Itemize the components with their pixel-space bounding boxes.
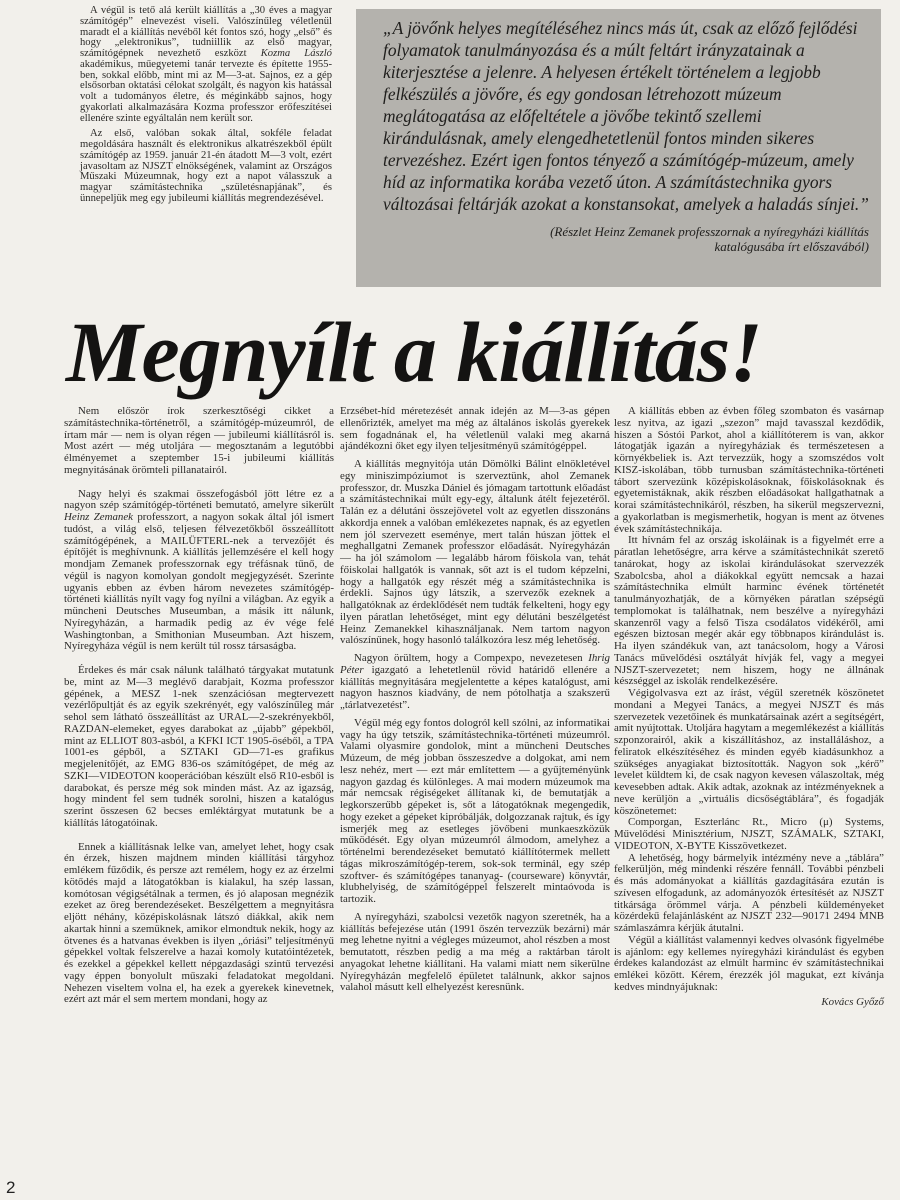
paragraph: Nem először írok szerkesztőségi cikket a számítástechnika-történetről, a számítógép-múzeumról, de írtam már — nem is olyan régen — jubileumi kiállításról is. Most azért — még utoljára — megosztanám a legutóbbi élményemet a szeptember 15-i jubileumi kiállítás megnyitásának örömteli pillanatairól.	[64, 405, 334, 476]
page-number: 2	[6, 1178, 16, 1197]
paragraph: Érdekes és már csak nálunk található tárgyakat mutatunk be, mint az M—3 meglévő darabjait, Kozma professzor gépének, a MESZ 1-nek szenzációsan megtervezett vezérlőpultját és az egyik szekrényét, egy valószínűleg már sehol sem látható összeállítást az URAL—2-szekrényekből, RAZDAN-elemeket, egyes darabokat az „újabb” gépekből, mint az ELLIOT 803-asból, a KFKI ICT 1905-öséből, a TPA 1001-es gépből, a SZTAKI GD—71-es grafikus megjelenítőjét, az EMG 836-os számítógépet, de még az SZKI—VIDEOTON kooperációban készült első R10-esből is darabokat, és persze még sok minden mást. Az az igazság, hogy mindent fel sem tudnék sorolni, hiszen a katalógus szerint összesen 62 becses emléktárgyat mutatunk be a kiállítás látogatóinak.	[64, 664, 334, 829]
paragraph: Nagy helyi és szakmai összefogásból jött létre ez a nagyon szép számítógép-történeti bemutató, amelyre sikerült Heinz Zemanek professzort, a nagyon sokak által jól ismert tudóst, a világ első, teljesen félvezetőkből összeállított számítógépének, a MAILÜFTERL-nek a tervezőjét és építőjét is meghívnunk. A kiállítás jellemzésére el kell hogy mondjam Zemanek professzornak egy tréfásnak tűnő, de végül is nagyon komolyan gondolt megjegyzését. Szerinte ugyanis ebben az évben három nevezetes számítógép-történeti kiállítás nyílt vagy fog nyílni a világban. Az egyik a müncheni Deutsches Museumban, a másik itt nálunk, Nyíregyházán, a harmadik pedig az év vége felé Washingtonban, a Smithonian Museumban. Azt hiszem, Nyíregyháza végül is nem került túl rossz társaságba.	[64, 487, 334, 653]
paragraph: Itt hívnám fel az ország iskoláinak is a figyelmét erre a páratlan lehetőségre, arra kérve a számítástechnikát szerető tanárokat, hogy az iskolai kirándulásokat szervezzék Szabolcsba, ahol a diákokkal együtt nemcsak a hazai számítástechnika elmúlt harminc évének történetét tanulmányozhatják, de a környéken páratlan szépségű templomokat is találhatnak, nem beszélve a nyíregyházi skanzenről vagy a felső Tisza csodálatos vidékéről, ami egészen biztosan megér akár egy többnapos kirándulást is. Ha ilyen szándékuk van, azt tanácsolom, hogy a Városi Tanács művelődési osztályát hívják fel, vagy a megyei NJSZT-szervezetet; nem hiszem, hogy ne állnának készséggel az iskolák rendelkezésére.	[614, 534, 884, 688]
article-column-3	[614, 406, 884, 1008]
paragraph: Ennek a kiállításnak lelke van, amelyet lehet, hogy csak én érzek, hiszen majdnem minden kiállítási tárgyhoz emlékem fűződik, és persze azt remélem, hogy ez az érzelmi kötődés majd a látogatókban is kialakul, ha szép lassan, komótosan végigsétálnak a termen, és jó alaposan megnézik ezeket az öreg berendezéseket. Beszélgettem a megnyitásra eljött néhány, középiskolásnak látszó diákkal, akik nem akartak hinni a szemüknek, amikor elmondtuk nekik, hogy az ötvenes és a hatvanas években is ilyen „óriási” teljesítményű gépekkel voltak felszerelve a hazai komoly kutatóintézetek, és ezekkel a gépekkel kellett népgazdasági szintű tervezési vagy éppen bonyolult műszaki feladatokat megoldani. Nehezen viseltem volna el, ha ezek a gyerekek kinevetnek, ezért azt már el sem mertem mondani, hogy az	[64, 840, 334, 1006]
quote-text: „A jövőnk helyes megítéléséhez nincs más út, csak az előző fejlődési folyamatok tanulmányozása és a múlt feltárt irányzatainak a kiterjesztése a jelenre. A helyesen értékelt történelem a legjobb felkészülés a jövőre, és egy gondosan létrehozott múzeum meglátogatása az előfeltétele a jövőbe tekintő szellemi kirándulásnak, amely elengedhetetlenül fontos minden sikeres tervezéshez. Ezért igen fontos tényező a számítógép-múzeum, amely híd az informatika korába vezető úton. A számítástechnika gyors változásai feltárják azokat a konstansokat, amelyek a haladás sínjei.”	[383, 18, 869, 214]
paragraph: Végül a kiállítást valamennyi kedves olvasónk figyelmébe is ajánlom: egy kellemes nyíregyházi kirándulást és egyben érdekes kalandozást az elmúlt harminc év számítástechnikai emlékei között. Kérem, érezzék jól magukat, ezt kívánja kedves mindnyájuknak:	[614, 933, 884, 993]
sponsor-list: Comporgan, Eszterlánc Rt., Micro (μ) Systems, Művelődési Minisztérium, NJSZT, SZÁMALK, SZTAKI, VIDEOTON, X-BYTE Kisszövetkezet.	[614, 816, 884, 852]
paragraph: A kiállítás megnyitója után Dömölki Bálint elnökletével egy miniszimpóziumot is szerveztünk, ahol Zemanek professzor, dr. Muszka Dániel és jómagam tartottunk előadást a számítástechnikai múlt egy-egy, általunk átélt fejezetéről. Talán ez a délutáni összejövetel volt az egyetlen disszonáns akkordja ennek a valóban emlékezetes napnak, és az egyetlen nem jól szervezett eseménye, mert talán húszan jöttek el meghallgatni Zemanek professzor előadását. Nyíregyházán — ha jól számolom — legalább három főiskola van, tehát főiskolai hallgatók is vannak, sőt azt is el tudom képzelni, hogy a hallgatók egy részét még a számítástechnika is érdekli. Sajnos úgy látszik, a szervezők ezeknek a hallgatóknak az érdeklődését nem tudták felkelteni, hogy egy ilyen páratlan lehetőséget, mint egy délutáni beszélgetést Heinz Zemanekkel kihasználjanak. Nem tartom nagyon valószínűnek, hogy hasonló találkozóra lesz még lehetőség.	[340, 458, 610, 647]
article-column-1	[64, 406, 334, 1018]
person-name: Kozma László	[260, 48, 332, 59]
paragraph: A lehetőség, hogy bármelyik intézmény neve a „táblára” felkerüljön, még mindenki részére fennáll. További pénzbeli és más adományokat a kiállítás gazdagítására ezután is szívesen elfogadunk, az adományozók értesítését az NJSZT titkársága örömmel várja. A pénzbeli küldeményeket közérdekű felajánlásként az NJSZT 232—90171 2494 MNB számlaszámra kérjük átutalni.	[614, 851, 884, 934]
intro-paragraph: A végül is tető alá került kiállítás a „30 éves a magyar számítógép” elnevezést viseli. Valószínűleg véletlenül maradt el a kiállítás nevéből két fontos szó, hogy „első” és hogy „elektronikus”, tudniillik az első magyar, számítógépnek nevezhető eszközt Kozma László akadémikus, műegyetemi tanár tervezte és építette 1955-ben, sokkal előbb, mint mi az M—3-at. Sajnos, ez a gép elsősorban oktatási célokat szolgált, és nagyon kis hatással volt a tudományos életre, és méginkább sajnos, hogy gyakorlati alkalmazására Kozma professzor erőfeszítései ellenére szinte egyáltalán nem került sor.	[80, 5, 332, 124]
person-name: Ihrig Péter	[340, 652, 610, 676]
article-title: Megnyílt a kiállítás!	[66, 304, 762, 400]
article-column-2	[340, 406, 610, 1000]
intro-text	[80, 6, 332, 210]
author-signature: Kovács Győző	[821, 995, 884, 1008]
paragraph: A kiállítás ebben az évben főleg szombaton és vasárnap lesz nyitva, az igazi „szezon” majd tavasszal kezdődik, hiszen a Sóstói Parkot, ahol a kiállítóterem is van, akkor látogatják igazán a nyíregyháziak és természetesen a környékbeliek is. Azt tervezzük, hogy a szomszédos volt KISZ-iskolában, több turnusban számítástechnika-történeti tábort szervezünk középiskolásoknak, főiskolásoknak és egyetemistáknak, akik részben előadásokat hallgathatnak a korai számítástechnikáról, részben, ha sikerül megszervezni, a gyakorlatban is megismerhetik, hogyan is ment az ötvenes évek számítástechnikája.	[614, 405, 884, 535]
paragraph: A nyíregyházi, szabolcsi vezetők nagyon szeretnék, ha a kiállítás befejezése után (1991 őszén tervezzük bezárni) már meg lehetne nyitni a végleges múzeumot, ahol részben a most bemutatott, részben pedig a ma még a raktárban tárolt anyagokat lehetne kiállítani. Ha valami miatt nem sikerülne Nyíregyházán megfelelő épületet találnunk, akkor sajnos valahol másutt kell elhelyezést keresnünk.	[340, 910, 610, 994]
paragraph: Végigolvasva ezt az írást, végül szeretnék köszönetet mondani a Megyei Tanács, a megyei NJSZT és más szervezetek vezetőinek és munkatársainak azért a segítségért, amit nyújtottak. Utoljára hagytam a megemlékezést a kiállítás szponzorairól, akik a kiszállításhoz, az installáláshoz, a feliratok elkészítéséhez és minden egyéb kiadásunkhoz a szükséges anyagiakat biztosították. Nagyon sok „kérő” levelet küldtem ki, de csak nagyon kevesen válaszoltak, még kevesebben adtak. Akik adtak, azoknak az intézményeknek a neve kerüljön a „virtuális dicsőségtáblára”, és fogadják köszönetemet:	[614, 687, 884, 817]
paragraph: Erzsébet-híd méretezését annak idején az M—3-as gépen ellenőrizték, amelyet ma még az általános iskolás gyerekek sem fogadnának el, ha véletlenül valaki meg akarná ajándékozni őket egy ilyen teljesítményű számítógéppel.	[340, 405, 610, 453]
paragraph: Nagyon örültem, hogy a Compexpo, nevezetesen Ihrig Péter igazgató a lehetetlenül rövid határidő ellenére a kiállítás megnyitására megjelentette a képes katalógust, ami nagyon hasznos kiadvány, de nem pótolhatja a szakszerű „tárlatvezetést”.	[340, 652, 610, 711]
paragraph: Végül még egy fontos dologról kell szólni, az informatikai vagy ha úgy tetszik, számítástechnika-történeti múzeumról. Valami olyasmire gondolok, mint a müncheni Deutsches Múzeum, de még jobban összeszedve a dolgokat, ami nem lesz nehéz, mert — ezt már említettem — a gyűjteményünk nagyon gazdag és különleges. A mai modern múzeumok ma már nemcsak régiségeket állítanak ki, de bemutatják a legkorszerűbb gépeket is, sőt a látogatóknak megengedik, hogy ezeket a gépeket kipróbálják, dolgozzanak rajtuk, és így ismerjék meg az esetleges jövőbeni munkaeszközük működését. Egy olyan múzeumról álmodom, amelyhez a történelmi berendezéseket bemutató kiállítótermek mellett tágas mikroszámítógép-terem, sok-sok terminál, egy szép szoftver- és számítógépes tananyag- (courseware) könyvtár, klubhelyiség, de számítógéppel felszerelt mintaóvoda is tartozik.	[340, 716, 610, 905]
quote-attribution: (Részlet Heinz Zemanek professzornak a nyíregyházi kiállítás katalógusába írt előszavából)	[550, 224, 869, 254]
intro-paragraph: Az első, valóban sokak által, sokféle feladat megoldására használt és elektronikus alkatrészekből épült számítógép az 1959. január 21-én átadott M—3 volt, ezért javasoltam az NJSZT elnökségének, valamint az Országos Műszaki Múzeumnak, hogy ezt a napot válasszuk a magyar számítástechnika „születésnapjának”, és ünnepeljük meg egy jubileumi kiállítás megrendezésével.	[80, 128, 332, 204]
pull-quote-box	[356, 9, 881, 287]
person-name: Heinz Zemanek	[64, 511, 134, 523]
